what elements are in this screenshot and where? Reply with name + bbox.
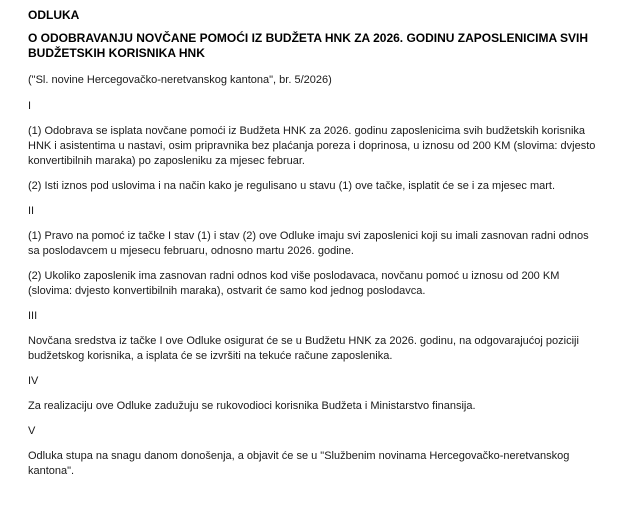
section-4-paragraph-1: Za realizaciju ove Odluke zadužuju se rukovodioci korisnika Budžeta i Ministarstvo finansija. — [28, 400, 476, 412]
section-number-5: V — [28, 425, 36, 437]
section-1-paragraph-1: (1) Odobrava se isplata novčane pomoći iz Budžeta HNK za 2026. godinu zaposlenicima svih budžetskih korisnika HNK i asistentima u nastavi, osim pripravnika bez plaćanja poreza i doprinosa, u iznosu od 200 KM (slovima: dvjesto konvertibilnih maraka) po zaposleniku za mjesec februar. — [28, 125, 596, 167]
section-1-paragraph-2: (2) Isti iznos pod uslovima i na način kako je regulisano u stavu (1) ove tačke, isplatit će se i za mjesec mart. — [28, 180, 556, 192]
section-2-paragraph-1: (1) Pravo na pomoć iz tačke I stav (1) i stav (2) ove Odluke imaju svi zaposlenici koji su imali zasnovan radni odnos sa poslodavcem u mjesecu februaru, odnosno martu 2026. godine. — [28, 230, 589, 257]
section-5-paragraph-1: Odluka stupa na snagu danom donošenja, a objavit će se u "Službenim novinama Hercegovačko-neretvanskog kantona". — [28, 450, 570, 477]
section-3-paragraph-1: Novčana sredstva iz tačke I ove Odluke osigurat će se u Budžetu HNK za 2026. godinu, na odgovarajućoj poziciji budžetskog korisnika, a isplata će se izvršiti na tekuće račune zaposlenika. — [28, 335, 579, 362]
publication-reference: ("Sl. novine Hercegovačko-neretvanskog kantona", br. 5/2026) — [28, 74, 332, 86]
document-title: O ODOBRAVANJU NOVČANE POMOĆI IZ BUDŽETA HNK ZA 2026. GODINU ZAPOSLENICIMA SVIH BUDŽETSKIH KORISNIKA HNK — [28, 31, 589, 60]
section-number-2: II — [28, 205, 35, 217]
section-number-4: IV — [28, 375, 39, 387]
section-2-paragraph-2: (2) Ukoliko zaposlenik ima zasnovan radni odnos kod više poslodavaca, novčanu pomoć u iznosu od 200 KM (slovima: dvjesto konvertibilnih maraka), ostvarit će samo kod jednog poslodavca. — [28, 270, 560, 297]
section-number-3: III — [28, 310, 38, 322]
section-number-1: I — [28, 100, 32, 112]
document-kicker: ODLUKA — [28, 8, 80, 22]
